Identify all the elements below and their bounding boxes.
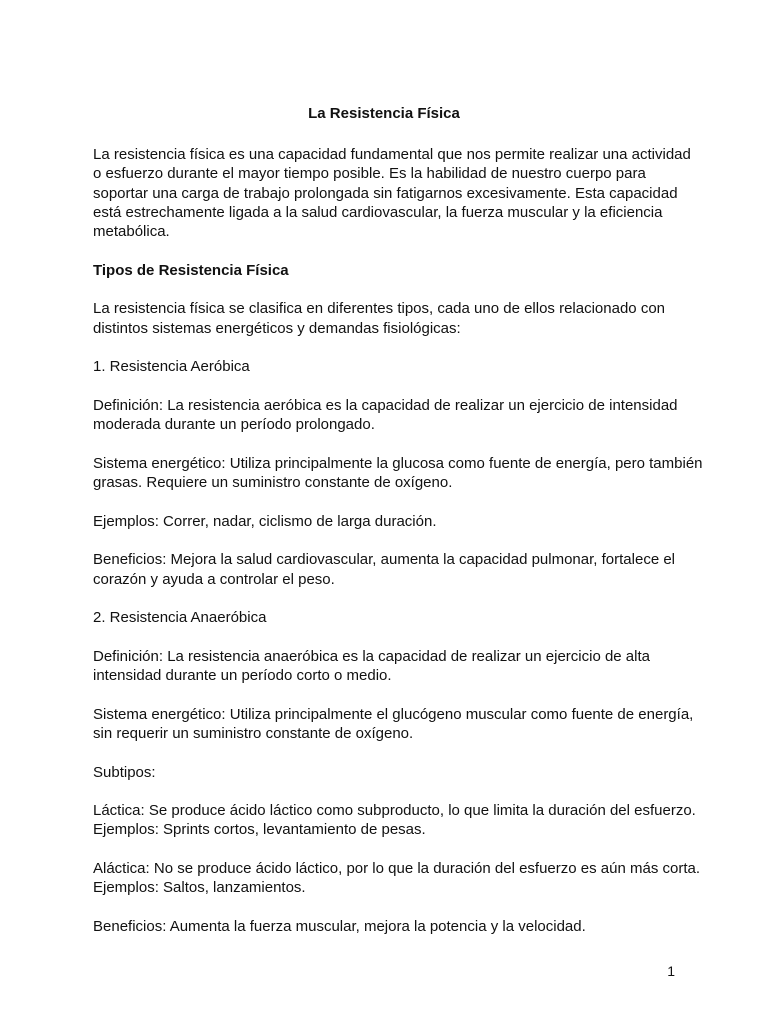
anaerobica-benefits: Beneficios: Aumenta la fuerza muscular, mejora la potencia y la velocidad. — [93, 917, 586, 935]
classification-paragraph: La resistencia física se clasifica en diferentes tipos, cada uno de ellos relacionado con distintos sistemas energéticos y demandas fisiológicas: — [93, 300, 665, 337]
page-number: 1 — [667, 963, 675, 979]
document-title: La Resistencia Física — [308, 105, 460, 122]
aerobica-benefits: Beneficios: Mejora la salud cardiovascular, aumenta la capacidad pulmonar, fortalece el corazón y ayuda a controlar el peso. — [93, 551, 675, 588]
subheading-anaerobica: 2. Resistencia Anaeróbica — [93, 609, 267, 627]
aerobica-definition: Definición: La resistencia aeróbica es la capacidad de realizar un ejercicio de intensidad moderada durante un período prolongado. — [93, 396, 678, 434]
subtipos-label: Subtipos: — [93, 763, 156, 781]
anaerobica-definition: Definición: La resistencia anaeróbica es la capacidad de realizar un ejercicio de alta intensidad durante un período corto o medio. — [93, 647, 650, 685]
subtipo-lactica: Láctica: Se produce ácido láctico como subproducto, lo que limita la duración del esfuerzo. Ejemplos: Sprints cortos, levantamiento de pesas. — [93, 802, 696, 839]
aerobica-energy-system: Sistema energético: Utiliza principalmente la glucosa como fuente de energía, pero también grasas. Requiere un suministro constante de oxígeno. — [93, 454, 703, 492]
section-heading-tipos: Tipos de Resistencia Física — [93, 261, 289, 279]
anaerobica-energy-system: Sistema energético: Utiliza principalmente el glucógeno muscular como fuente de energía, sin requerir un suministro constante de oxígeno. — [93, 705, 694, 742]
subheading-aerobica: 1. Resistencia Aeróbica — [93, 358, 250, 376]
intro-paragraph: La resistencia física es una capacidad fundamental que nos permite realizar una actividad o esfuerzo durante el mayor tiempo posible. Es la habilidad de nuestro cuerpo para soportar una carga de trabajo prolongada sin fatigarnos excesivamente. Esta capacidad está estrechamente ligada a la salud cardiovascular, la fuerza muscular y la eficiencia metabólica. — [93, 146, 691, 241]
document-body — [93, 145, 703, 955]
subtipo-alactica: Aláctica: No se produce ácido láctico, por lo que la duración del esfuerzo es aún más corta. Ejemplos: Saltos, lanzamientos. — [93, 859, 701, 897]
aerobica-examples: Ejemplos: Correr, nadar, ciclismo de larga duración. — [93, 512, 437, 530]
